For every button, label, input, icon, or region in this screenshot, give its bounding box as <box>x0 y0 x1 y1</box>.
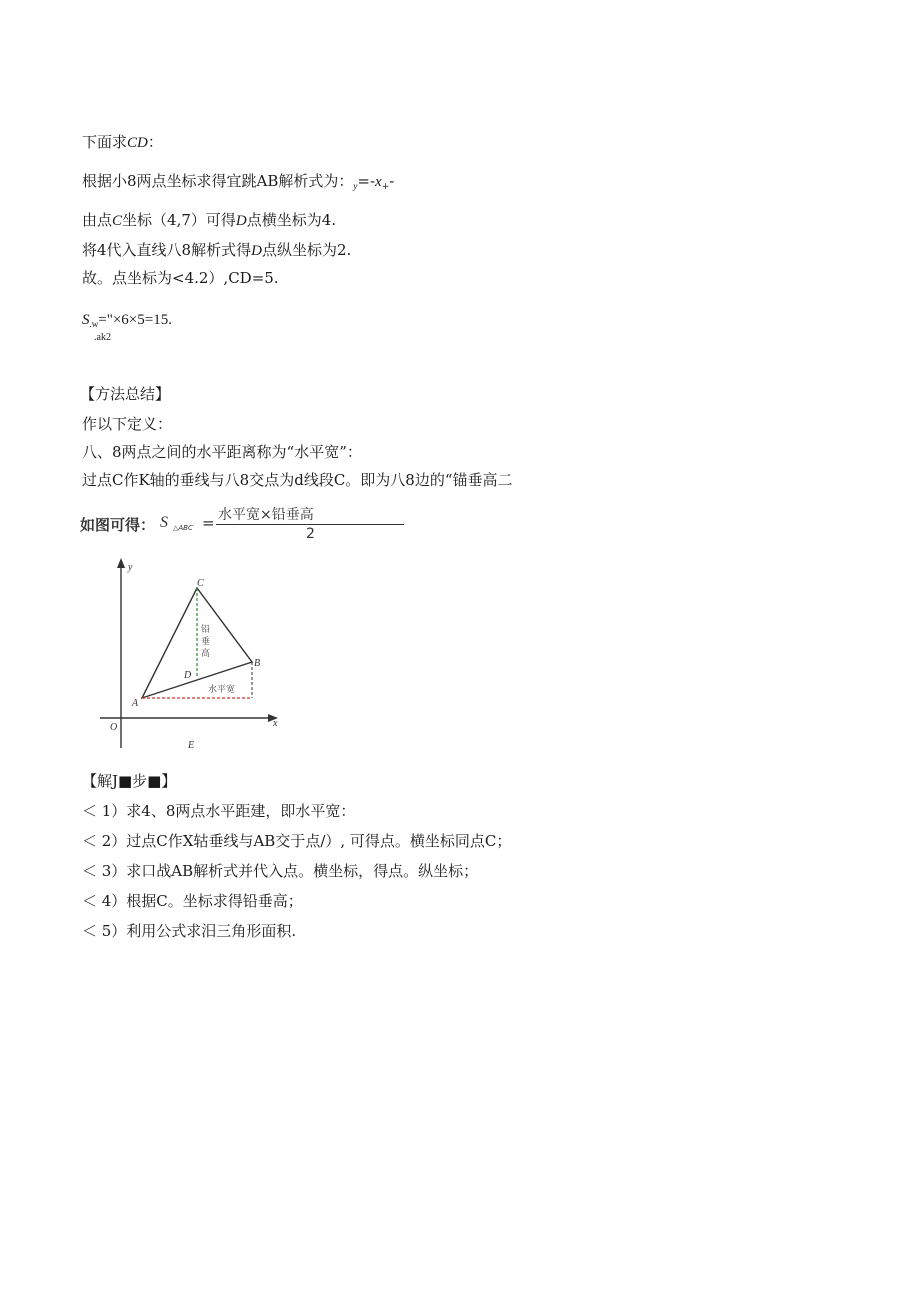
method-line-1: 作以下定义： <box>82 415 173 433</box>
area-formula-line: $S_{.w}="\times 6\times 5=15$. <box>82 312 172 329</box>
var-x: x <box>375 174 382 190</box>
label-origin: O <box>110 722 118 733</box>
label-horizontal: 水平宽 <box>208 684 236 694</box>
area-formula-image: 如图可得： S △ABC = 水平宽×铅垂高 2 <box>80 504 330 544</box>
label-c: C <box>197 578 204 589</box>
text-line-4: 将4代入直线八8解析式得D点纵坐标为2. <box>82 241 352 259</box>
text-line-3: 由点C坐标（4,7）可得D点横坐标为4. <box>82 211 337 229</box>
text-line-5: 故。点坐标为<4.2）,CD=5. <box>82 269 279 287</box>
method-heading: 【方法总结】 <box>80 385 171 403</box>
method-line-2: 八、8两点之间的水平距离称为“水平宽”： <box>82 443 362 461</box>
steps-heading: 【解J■步■】 <box>82 772 177 790</box>
fraction-bar <box>216 524 404 525</box>
area-formula-sub: .ak2 <box>94 332 111 343</box>
step-5: ＜ 5）利用公式求汨三角形面积. <box>82 922 297 940</box>
var-y: y <box>353 181 358 191</box>
label-vertical-3: 高 <box>201 648 211 658</box>
triangle-diagram <box>80 556 290 756</box>
label-vertical-2: 垂 <box>201 636 211 646</box>
label-vertical-1: 铅 <box>201 624 211 634</box>
text-line-1: 下面求CD： <box>82 133 163 151</box>
method-line-3: 过点C作K轴的垂线与八8交点为d线段C。即为八8边的“锚垂高二 <box>82 471 513 489</box>
label-d: D <box>184 670 192 681</box>
label-e: E <box>188 740 195 751</box>
step-3: ＜ 3）求口战AB解析式并代入点。横坐标，得点。纵坐标； <box>82 862 479 880</box>
formula-denominator: 2 <box>306 526 315 542</box>
label-y: y <box>128 562 133 573</box>
label-a: A <box>132 698 139 709</box>
step-1: ＜ 1）求4、8两点水平距建，即水平宽： <box>82 802 356 820</box>
formula-numerator: 水平宽×铅垂高 <box>218 507 314 523</box>
step-2: ＜ 2）过点C作X轱垂线与AB交于点/）, 可得点。横坐标同点C； <box>82 832 512 850</box>
text-line-2: 根据小8两点坐标求得宜跳AB解析式为：$_y=-x_+-$ <box>82 172 395 192</box>
label-x: x <box>273 718 278 729</box>
label-b: B <box>254 658 261 669</box>
var-cd: CD <box>127 135 148 151</box>
step-4: ＜ 4）根据C。坐标求得铅垂高； <box>82 892 303 910</box>
y-axis-arrow <box>117 558 125 568</box>
